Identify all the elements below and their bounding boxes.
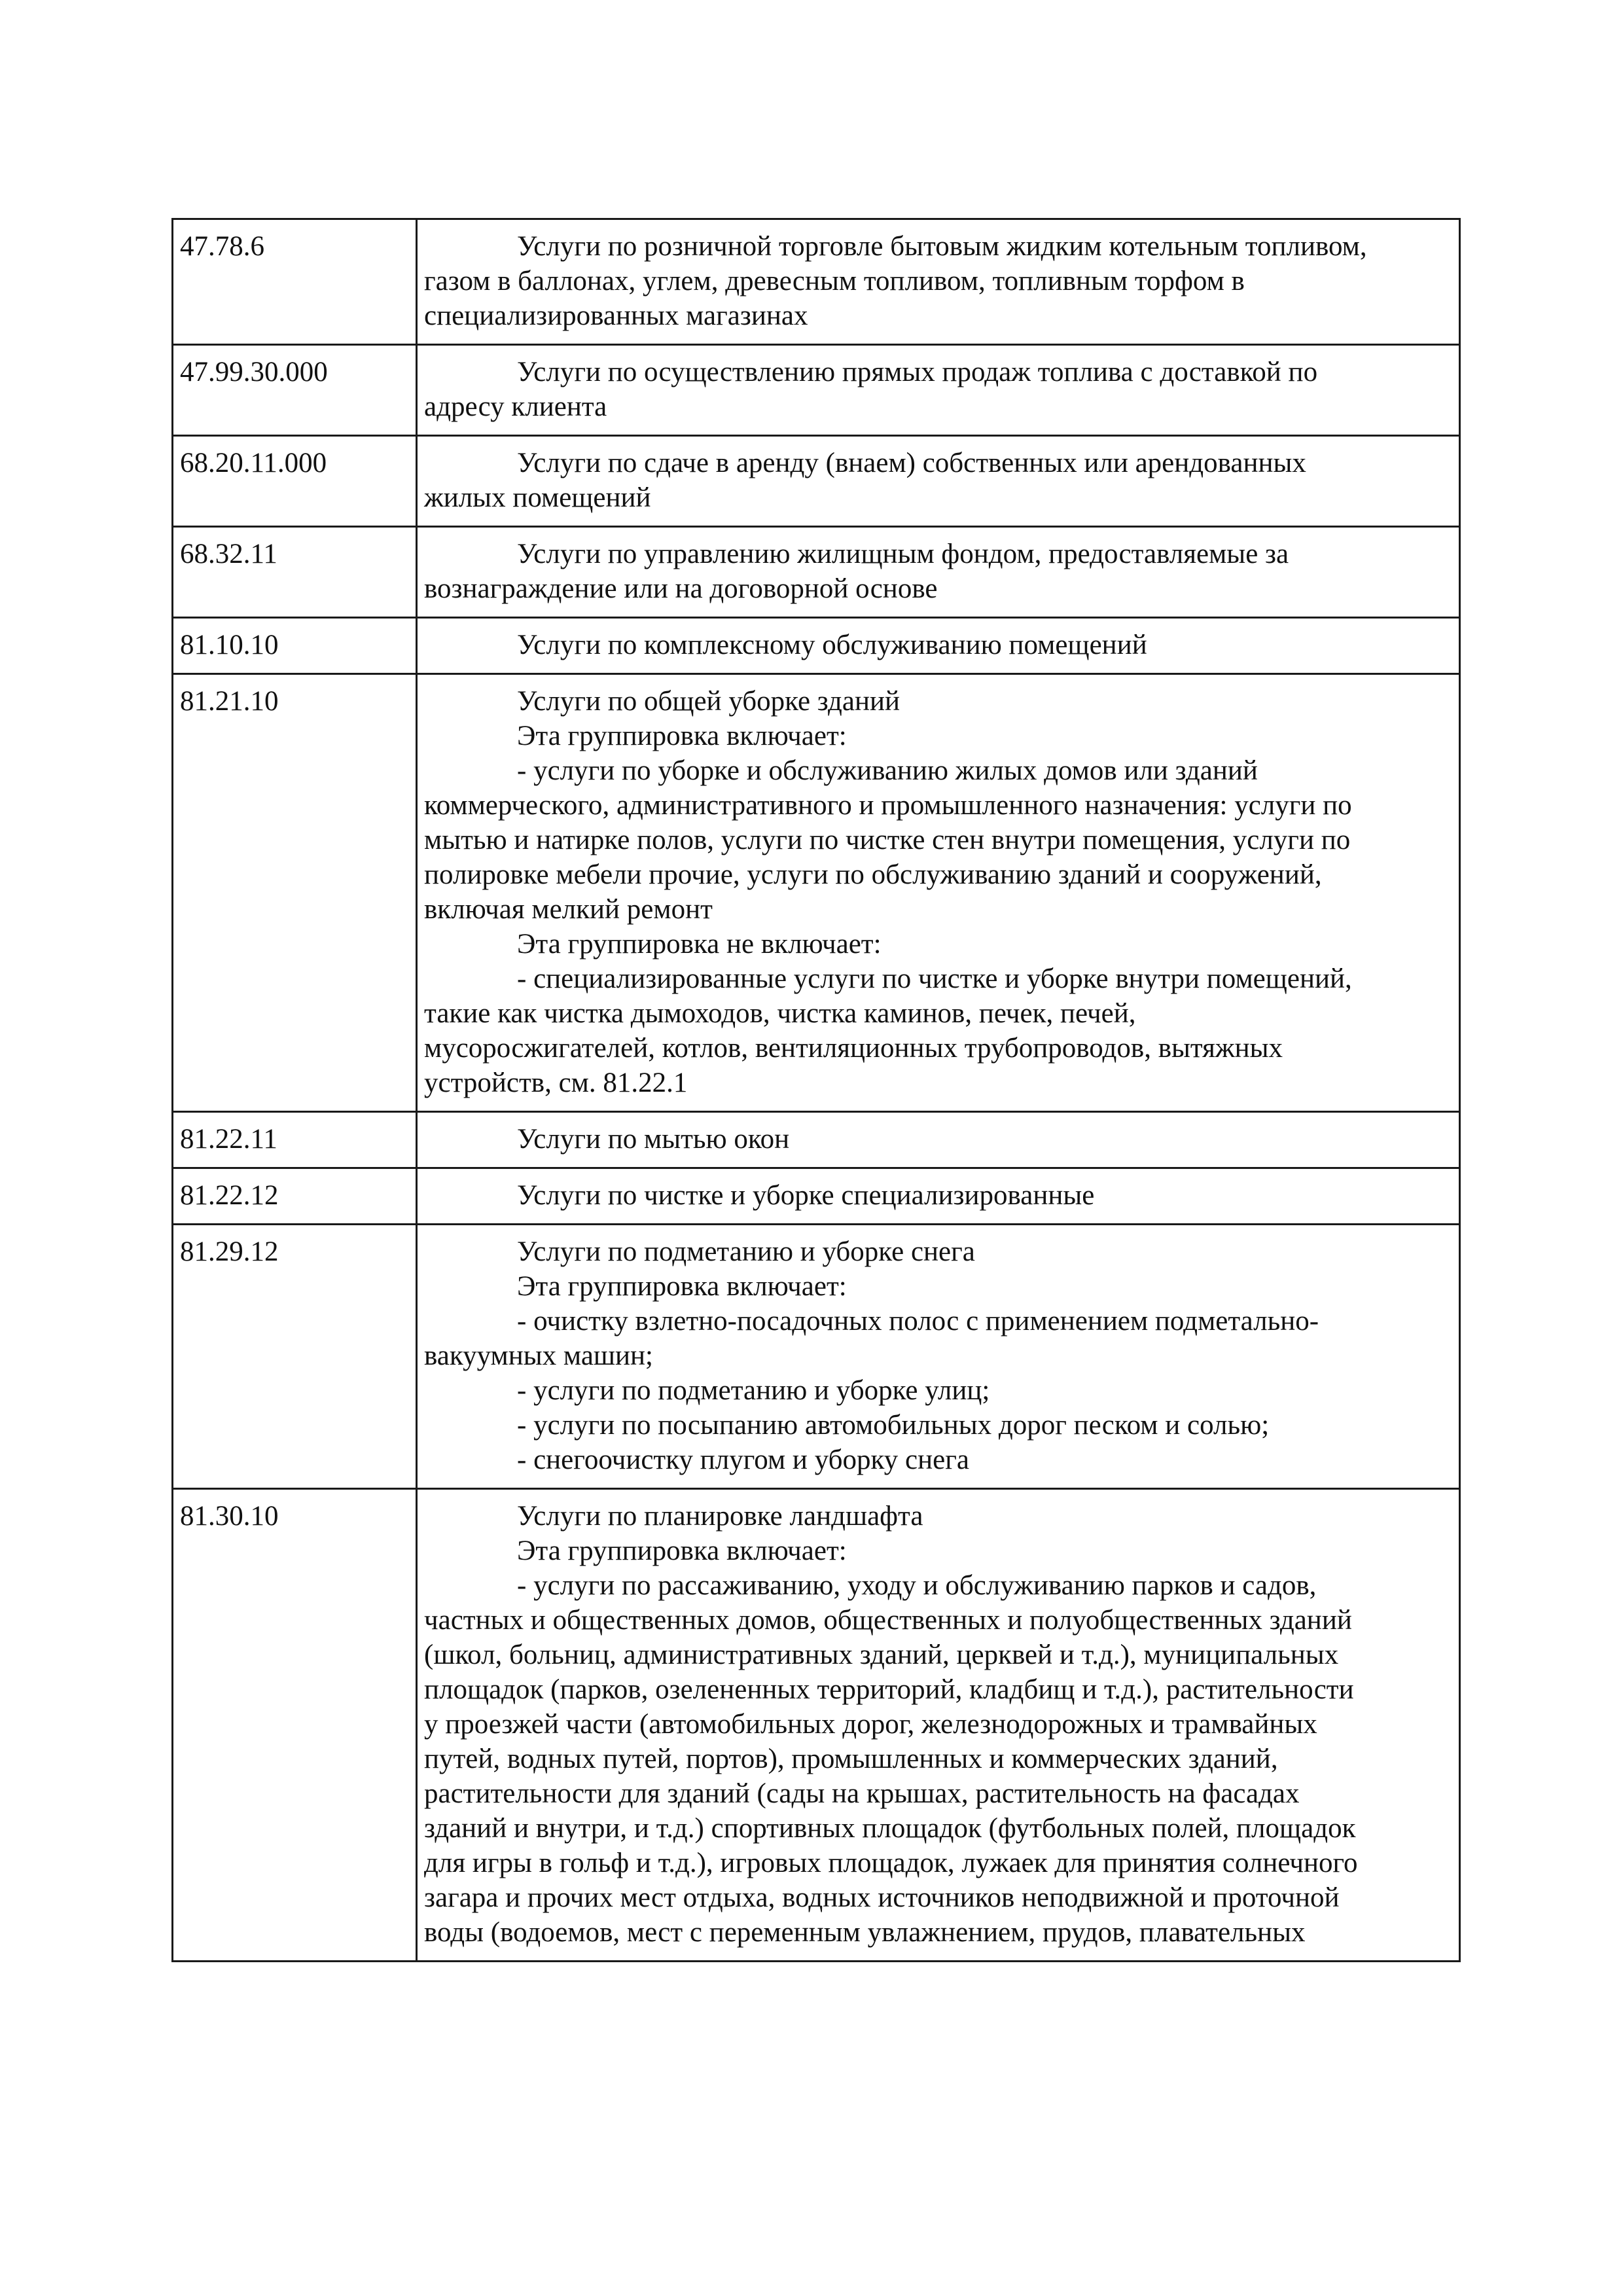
table-row — [173, 1112, 1460, 1168]
description-line: мытью и натирке полов, услуги по чистке стен внутри помещения, услуги по — [424, 825, 1351, 855]
service-description-cell — [417, 1112, 1460, 1168]
service-description-cell — [417, 219, 1460, 345]
description-line: включая мелкий ремонт — [424, 894, 713, 925]
service-description-cell — [417, 674, 1460, 1112]
description-line: - специализированные услуги по чистке и уборке внутри помещений, — [517, 963, 1352, 994]
table-row — [173, 674, 1460, 1112]
service-code-cell: 47.99.30.000 — [173, 345, 417, 436]
description-line: Услуги по осуществлению прямых продаж топлива с доставкой по — [517, 357, 1318, 387]
description-line: жилых помещений — [424, 482, 651, 513]
description-line: газом в баллонах, углем, древесным топливом, топливным торфом в — [424, 266, 1245, 296]
description-line: (школ, больниц, административных зданий, церквей и т.д.), муниципальных — [424, 1640, 1339, 1670]
description-line: полировке мебели прочие, услуги по обслуживанию зданий и сооружений, — [424, 859, 1322, 890]
service-code-cell: 81.21.10 — [173, 674, 417, 1112]
description-line: мусоросжигателей, котлов, вентиляционных трубопроводов, вытяжных — [424, 1033, 1283, 1064]
description-line: устройств, см. 81.22.1 — [424, 1067, 688, 1098]
service-description-cell — [417, 1489, 1460, 1962]
description-line: воды (водоемов, мест с переменным увлажнением, прудов, плавательных — [424, 1917, 1306, 1948]
service-code-cell: 68.32.11 — [173, 527, 417, 618]
description-line: загара и прочих мест отдыха, водных источников неподвижной и проточной — [424, 1882, 1340, 1913]
description-line: растительности для зданий (сады на крышах, растительность на фасадах — [424, 1778, 1300, 1809]
description-line: для игры в гольф и т.д.), игровых площадок, лужаек для принятия солнечного — [424, 1848, 1358, 1878]
description-line: адресу клиента — [424, 391, 607, 422]
description-line: - услуги по уборке и обслуживанию жилых домов или зданий — [517, 755, 1258, 786]
service-code-cell: 47.78.6 — [173, 219, 417, 345]
description-line: Услуги по управлению жилищным фондом, предоставляемые за — [517, 539, 1289, 569]
description-line: Услуги по комплексному обслуживанию помещений — [517, 630, 1147, 660]
table-row — [173, 527, 1460, 618]
description-line: вознаграждение или на договорной основе — [424, 573, 938, 604]
description-line: - услуги по посыпанию автомобильных дорог песком и солью; — [517, 1410, 1270, 1441]
description-line: путей, водных путей, портов), промышленных и коммерческих зданий, — [424, 1744, 1278, 1774]
table-row — [173, 1225, 1460, 1489]
description-line: - услуги по подметанию и уборке улиц; — [517, 1375, 990, 1406]
description-line: Услуги по сдаче в аренду (внаем) собственных или арендованных — [517, 448, 1306, 478]
table-row — [173, 219, 1460, 345]
description-line: зданий и внутри, и т.д.) спортивных площадок (футбольных полей, площадок — [424, 1813, 1356, 1844]
description-line: Услуги по подметанию и уборке снега — [517, 1236, 975, 1267]
description-line: Эта группировка включает: — [517, 1535, 847, 1566]
service-code-cell: 81.30.10 — [173, 1489, 417, 1962]
classification-table — [171, 218, 1461, 1962]
description-line: Услуги по общей уборке зданий — [517, 686, 900, 717]
service-code-cell: 68.20.11.000 — [173, 436, 417, 527]
description-line: частных и общественных домов, общественных и полуобщественных зданий — [424, 1605, 1352, 1636]
table-row — [173, 1489, 1460, 1962]
service-code-cell: 81.22.12 — [173, 1168, 417, 1225]
service-description-cell — [417, 618, 1460, 674]
description-line: вакуумных машин; — [424, 1340, 653, 1371]
service-description-cell — [417, 345, 1460, 436]
description-line: Эта группировка включает: — [517, 721, 847, 751]
description-line: площадок (парков, озелененных территорий, кладбищ и т.д.), растительности — [424, 1674, 1354, 1705]
description-line: Эта группировка включает: — [517, 1271, 847, 1302]
description-line: у проезжей части (автомобильных дорог, железнодорожных и трамвайных — [424, 1709, 1317, 1740]
description-line: такие как чистка дымоходов, чистка каминов, печек, печей, — [424, 998, 1136, 1029]
description-line: Эта группировка не включает: — [517, 929, 882, 960]
table-row — [173, 1168, 1460, 1225]
service-description-cell — [417, 436, 1460, 527]
table-body — [173, 219, 1460, 1962]
service-code-cell: 81.29.12 — [173, 1225, 417, 1489]
table-row — [173, 436, 1460, 527]
table-row — [173, 618, 1460, 674]
description-line: Услуги по розничной торговле бытовым жидким котельным топливом, — [517, 231, 1367, 262]
service-description-cell — [417, 1225, 1460, 1489]
service-description-cell — [417, 1168, 1460, 1225]
description-line: Услуги по мытью окон — [517, 1124, 790, 1155]
service-description-cell — [417, 527, 1460, 618]
service-code-cell: 81.22.11 — [173, 1112, 417, 1168]
description-line: - очистку взлетно-посадочных полос с применением подметально- — [517, 1306, 1319, 1336]
description-line: - услуги по рассаживанию, уходу и обслуживанию парков и садов, — [517, 1570, 1317, 1601]
description-line: Услуги по планировке ландшафта — [517, 1501, 923, 1532]
description-line: коммерческого, административного и промышленного назначения: услуги по — [424, 790, 1352, 821]
table-row — [173, 345, 1460, 436]
description-line: Услуги по чистке и уборке специализированные — [517, 1180, 1095, 1211]
service-code-cell: 81.10.10 — [173, 618, 417, 674]
description-line: специализированных магазинах — [424, 300, 808, 331]
description-line: - снегоочистку плугом и уборку снега — [517, 1444, 969, 1475]
